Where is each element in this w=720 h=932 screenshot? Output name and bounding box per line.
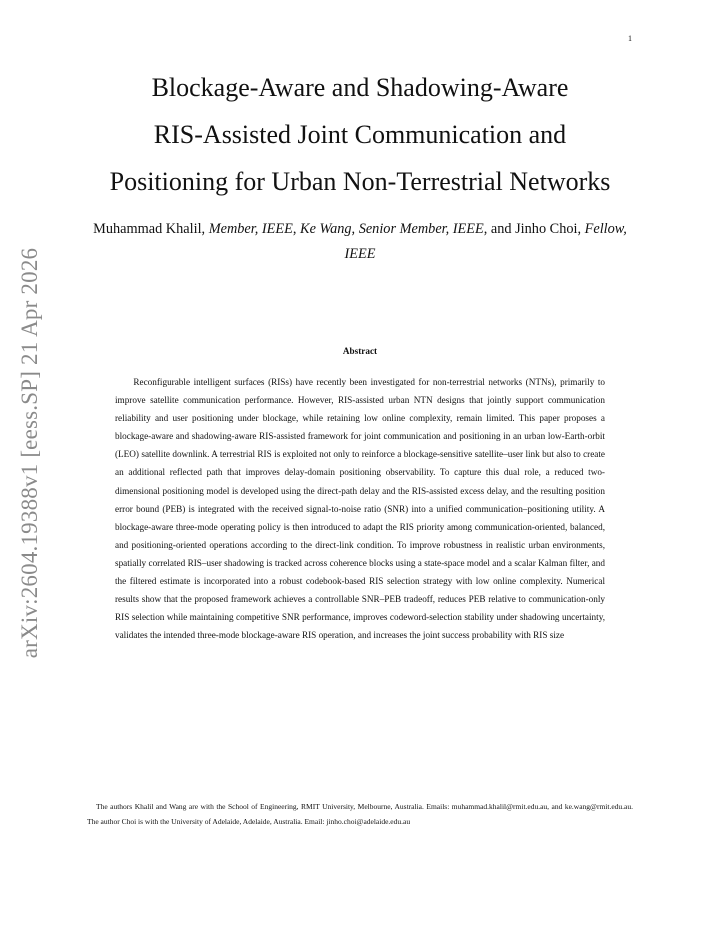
paper-title xyxy=(70,64,650,205)
arxiv-identifier-text: arXiv:2604.19388v1 [eess.SP] 21 Apr 2026 xyxy=(17,247,43,659)
title-line-1: Blockage-Aware and Shadowing-Aware xyxy=(151,73,569,102)
author-affiliation-footnote: The authors Khalil and Wang are with the School of Engineering, RMIT University, Melbourne, Australia. Emails: muhammad.khalil@rmit.edu.au, and ke.wang@rmit.edu.au. The author Choi is with the University of Adelaide, Adelaide, Australia. Email: jinho.choi@adelaide.edu.au xyxy=(87,802,633,826)
author-separator: , xyxy=(292,221,301,237)
abstract-heading: Abstract xyxy=(342,346,378,356)
author-2-name: Ke Wang, xyxy=(300,221,359,237)
author-3-name: , and Jinho Choi, xyxy=(483,221,585,237)
title-line-3: Positioning for Urban Non-Terrestrial Networks xyxy=(109,167,611,196)
author-list xyxy=(80,217,640,267)
author-1-affiliation: Member, IEEE xyxy=(208,221,293,237)
arxiv-identifier-stamp xyxy=(10,247,50,659)
abstract-body: Reconfigurable intelligent surfaces (RISs) have recently been investigated for non-terrestrial networks (NTNs), primarily to improve satellite communication performance. However, RIS-assisted urban NTN designs that jointly support communication reliability and user positioning under blockage, while retaining low online complexity, remain limited. This paper proposes a blockage-aware and shadowing-aware RIS-assisted framework for joint communication and positioning in an urban low-Earth-orbit (LEO) satellite downlink. A terrestrial RIS is exploited not only to reinforce a blockage-sensitive satellite–user link but also to create an additional reflected path that improves delay-domain positioning observability. To capture this dual role, a reduced two-dimensional positioning model is developed using the direct-path delay and the RIS-assisted excess delay, and the resulting position error bound (PEB) is integrated with the received signal-to-noise ratio (SNR) into a unified communication–positioning utility. A blockage-aware three-mode operating policy is then introduced to adapt the RIS priority among communication-oriented, balanced, and positioning-oriented operations according to the direct-link condition. To improve robustness in realistic urban environments, spatially correlated RIS–user shadowing is tracked across coherence blocks using a state-space model and a scalar Kalman filter, and the filtered estimate is incorporated into a robust codebook-based RIS selection strategy with low online complexity. Numerical results show that the proposed framework achieves a controllable SNR–PEB tradeoff, reduces PEB relative to communication-only RIS selection while maintaining competitive SNR performance, improves codeword-selection stability under shadowing uncertainty, validates the intended three-mode blockage-aware RIS operation, and increases the joint success probability with RIS size xyxy=(115,377,605,641)
page-number: 1 xyxy=(628,34,632,43)
author-3-affiliation: Fellow, IEEE xyxy=(344,221,627,262)
title-line-2: RIS-Assisted Joint Communication and xyxy=(153,120,567,149)
author-1-name: Muhammad Khalil, xyxy=(93,221,209,237)
author-2-affiliation: Senior Member, IEEE xyxy=(358,221,484,237)
